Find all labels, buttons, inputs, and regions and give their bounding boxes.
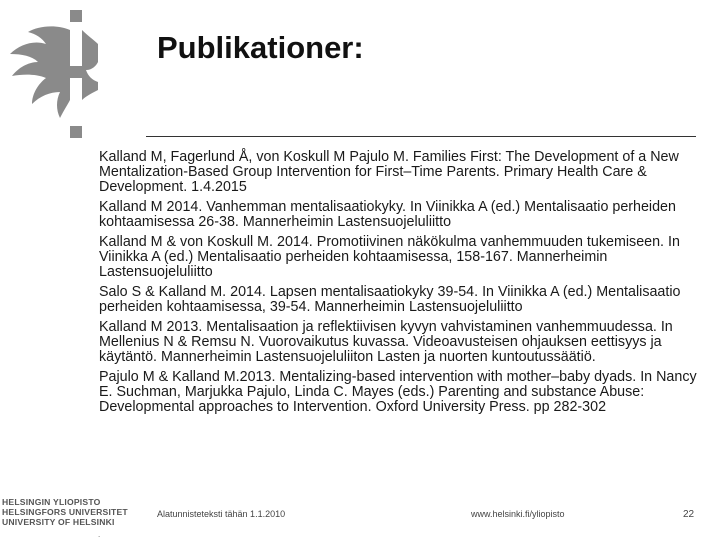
reference-item: Salo S & Kalland M. 2014. Lapsen mentalisaatiokyky 39-54. In Viinikka A (ed.) Mentalisaatio perheiden kohtaamisessa, 39-54. Mannerheimin Lastensuojeluliitto <box>99 284 681 315</box>
reference-item: Kalland M 2014. Vanhemman mentalisaatiokyky. In Viinikka A (ed.) Mentalisaatio perheiden kohtaamisessa 26-38. Mannerheimin Lastensuojeluliitto <box>99 199 676 230</box>
helsinki-flame-logo-icon <box>8 4 98 140</box>
reference-item: Kalland M 2013. Mentalisaation ja reflektiivisen kyvyn vahvistaminen vanhemmuudessa. In Mellenius N & Remsu N. Vuorovaikutus kuvassa. Videoavusteisen ohjauksen eettisyys ja käytäntö. Mannerheimin Lastensuojeluliiton Lasten ja nuorten kuntoutussäätiö. <box>99 319 673 365</box>
university-name-english: UNIVERSITY OF HELSINKI <box>2 517 115 527</box>
reference-list <box>99 150 699 420</box>
reference-item: Kalland M, Fagerlund Å, von Koskull M Pajulo M. Families First: The Development of a New Mentalization-Based Group Intervention for First–Time Parents. Primary Health Care & Development. 1.4.2015 <box>99 149 679 195</box>
footer-dot: . <box>98 530 101 539</box>
page-number: 22 <box>683 509 695 520</box>
university-name <box>2 497 128 527</box>
reference-item: Kalland M & von Koskull M. 2014. Promotiivinen näkökulma vanhemmuuden tukemiseen. In Viinikka A (ed.) Mentalisaatio perheiden kohtaamisessa, 158-167. Mannerheimin Lastensuojeluliitto <box>99 234 680 280</box>
footer-url: www.helsinki.fi/yliopisto <box>471 509 565 519</box>
university-name-finnish: HELSINGIN YLIOPISTO <box>2 497 101 507</box>
slide-title: Publikationer: <box>157 30 364 65</box>
reference-item: Pajulo M & Kalland M.2013. Mentalizing-based intervention with mother–baby dyads. In Nancy E. Suchman, Marjukka Pajulo, Linda C. Mayes (eds.) Parenting and substance Abuse: Developmental approaches to Intervention. Oxford University Press. pp 282-302 <box>99 369 697 415</box>
university-name-swedish: HELSINGFORS UNIVERSITET <box>2 507 128 517</box>
title-divider <box>146 136 696 137</box>
footer-date-text: Alatunnisteteksti tähän 1.1.2010 <box>157 509 286 519</box>
